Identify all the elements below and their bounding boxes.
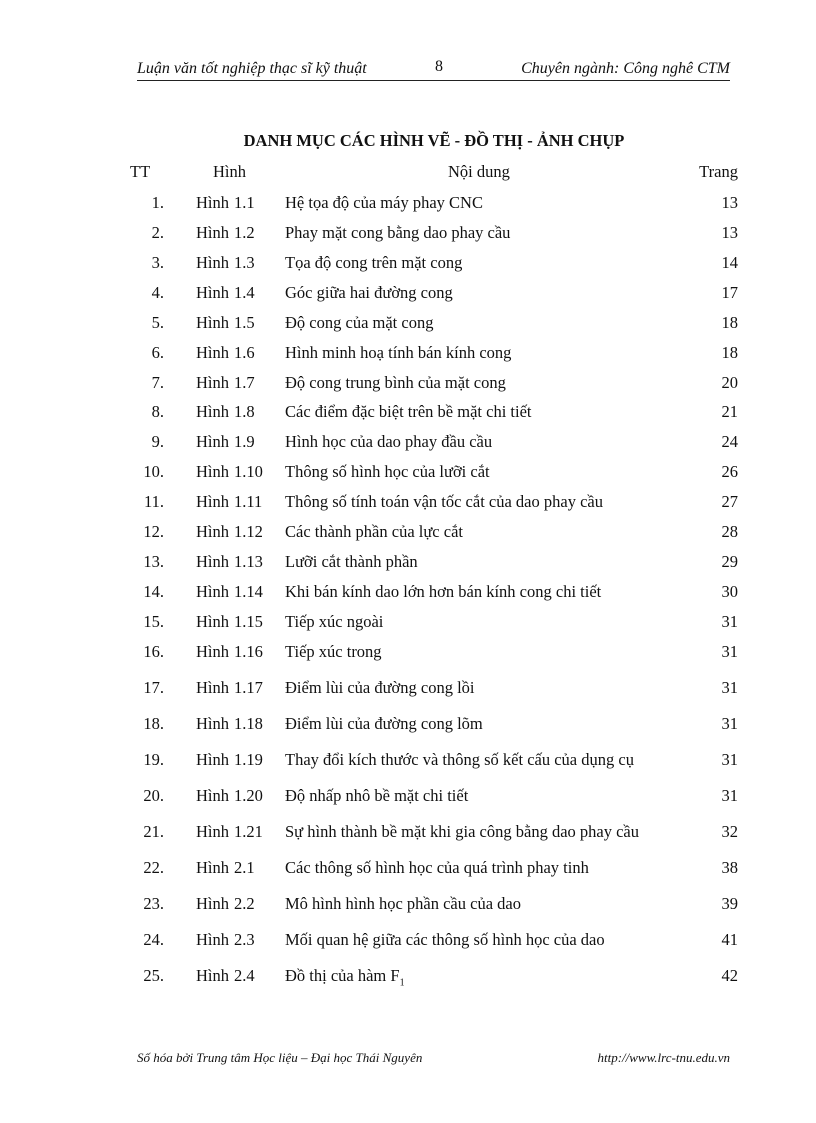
figure-description: Hình học của dao phay đầu cầu: [285, 432, 493, 451]
figure-label: Hình: [196, 822, 229, 841]
list-item: [0, 894, 816, 916]
figure-description: Điểm lùi của đường cong lõm: [285, 714, 483, 733]
figure-label: Hình: [196, 750, 229, 769]
figure-description: Tiếp xúc ngoài: [285, 612, 384, 631]
list-item: [0, 642, 816, 664]
figure-label: Hình: [196, 966, 229, 985]
page-ref: 27: [721, 492, 738, 511]
figure-number: 1.3: [234, 253, 255, 272]
figure-label: Hình: [196, 193, 229, 212]
list-item: [0, 402, 816, 424]
row-index: 24.: [143, 930, 164, 949]
figure-number: 1.11: [234, 492, 263, 511]
column-header-tt: TT: [130, 162, 151, 181]
figure-description: Độ cong trung bình của mặt cong: [285, 373, 506, 392]
list-item: [0, 492, 816, 514]
figure-label: Hình: [196, 432, 229, 451]
page-ref: 17: [721, 283, 738, 302]
figure-description: Hình minh hoạ tính bán kính cong: [285, 343, 512, 362]
figure-description: Thông số hình học của lưỡi cắt: [285, 462, 490, 481]
figure-label: Hình: [196, 462, 229, 481]
list-item: [0, 966, 816, 988]
column-header-page: Trang: [699, 162, 738, 181]
figure-label: Hình: [196, 612, 229, 631]
row-index: 5.: [151, 313, 164, 332]
list-item: [0, 522, 816, 544]
figure-label: Hình: [196, 223, 229, 242]
list-item: [0, 253, 816, 275]
subscript: 1: [399, 977, 405, 989]
page-ref: 32: [721, 822, 738, 841]
figure-description: Khi bán kính dao lớn hơn bán kính cong chi tiết: [285, 582, 602, 601]
row-index: 13.: [143, 552, 164, 571]
header-thesis-title: Luận văn tốt nghiệp thạc sĩ kỹ thuật: [137, 60, 367, 77]
figure-description: Các thông số hình học của quá trình phay tinh: [285, 858, 589, 877]
list-item: [0, 462, 816, 484]
list-item: [0, 283, 816, 305]
figure-label: Hình: [196, 492, 229, 511]
figure-number: 1.17: [234, 678, 263, 697]
row-index: 2.: [151, 223, 164, 242]
figure-number: 1.15: [234, 612, 263, 631]
figure-number: 1.9: [234, 432, 255, 451]
figure-description: Lưỡi cắt thành phần: [285, 552, 418, 571]
row-index: 25.: [143, 966, 164, 985]
figure-number: 1.10: [234, 462, 263, 481]
column-header-content: Nội dung: [448, 162, 510, 181]
row-index: 23.: [143, 894, 164, 913]
figure-label: Hình: [196, 930, 229, 949]
page-ref: 38: [721, 858, 738, 877]
figure-label: Hình: [196, 373, 229, 392]
list-item: [0, 930, 816, 952]
figure-number: 1.16: [234, 642, 263, 661]
row-index: 12.: [143, 522, 164, 541]
figure-number: 1.20: [234, 786, 263, 805]
page-number: 8: [435, 58, 443, 75]
figure-label: Hình: [196, 786, 229, 805]
header-major: Chuyên ngành: Công nghê CTM: [521, 60, 730, 77]
row-index: 19.: [143, 750, 164, 769]
figure-number: 1.7: [234, 373, 255, 392]
list-item: [0, 822, 816, 844]
page-ref: 26: [721, 462, 738, 481]
page-ref: 39: [721, 894, 738, 913]
figure-description: Hệ tọa độ của máy phay CNC: [285, 193, 483, 212]
figure-description: Các thành phần của lực cắt: [285, 522, 463, 541]
figure-description: Tiếp xúc trong: [285, 642, 382, 661]
list-item: [0, 750, 816, 772]
page-ref: 13: [721, 223, 738, 242]
page-ref: 20: [721, 373, 738, 392]
figure-number: 1.21: [234, 822, 263, 841]
row-index: 4.: [151, 283, 164, 302]
figure-number: 1.2: [234, 223, 255, 242]
page-ref: 18: [721, 313, 738, 332]
figure-number: 1.5: [234, 313, 255, 332]
row-index: 7.: [151, 373, 164, 392]
footer-digitized-by: Số hóa bởi Trung tâm Học liệu – Đại học Thái Nguyên: [137, 1050, 423, 1065]
figure-description: Tọa độ cong trên mặt cong: [285, 253, 463, 272]
figure-number: 1.8: [234, 402, 255, 421]
figure-description: Độ cong của mặt cong: [285, 313, 434, 332]
figure-number: 1.18: [234, 714, 263, 733]
row-index: 10.: [143, 462, 164, 481]
figure-label: Hình: [196, 402, 229, 421]
row-index: 18.: [143, 714, 164, 733]
page-ref: 31: [721, 612, 738, 631]
row-index: 20.: [143, 786, 164, 805]
list-item: [0, 193, 816, 215]
figure-number: 2.3: [234, 930, 255, 949]
list-item: [0, 612, 816, 634]
figure-label: Hình: [196, 714, 229, 733]
figure-number: 1.14: [234, 582, 263, 601]
list-item: [0, 223, 816, 245]
figure-number: 1.4: [234, 283, 255, 302]
page-ref: 29: [721, 552, 738, 571]
row-index: 22.: [143, 858, 164, 877]
figure-description: Phay mặt cong bằng dao phay cầu: [285, 223, 511, 242]
figure-number: 2.2: [234, 894, 255, 913]
figure-label: Hình: [196, 678, 229, 697]
figure-label: Hình: [196, 253, 229, 272]
figure-number: 1.1: [234, 193, 255, 212]
figure-label: Hình: [196, 552, 229, 571]
row-index: 14.: [143, 582, 164, 601]
figure-label: Hình: [196, 522, 229, 541]
page-ref: 31: [721, 786, 738, 805]
row-index: 6.: [151, 343, 164, 362]
figure-label: Hình: [196, 283, 229, 302]
figure-number: 1.13: [234, 552, 263, 571]
page-ref: 30: [721, 582, 738, 601]
figure-label: Hình: [196, 313, 229, 332]
figure-number: 1.6: [234, 343, 255, 362]
figure-description: Mối quan hệ giữa các thông số hình học của dao: [285, 930, 605, 949]
figure-number: 2.1: [234, 858, 255, 877]
list-item: [0, 343, 816, 365]
column-header-figure: Hình: [213, 162, 246, 181]
page-ref: 31: [721, 642, 738, 661]
page-ref: 24: [721, 432, 738, 451]
figure-label: Hình: [196, 343, 229, 362]
page-ref: 18: [721, 343, 738, 362]
figure-label: Hình: [196, 582, 229, 601]
page-ref: 14: [721, 253, 738, 272]
row-index: 8.: [151, 402, 164, 421]
figure-description: Mô hình hình học phần cầu của dao: [285, 894, 521, 913]
page-ref: 31: [721, 678, 738, 697]
figure-description: [285, 966, 405, 988]
page-header: [137, 56, 730, 81]
row-index: 17.: [143, 678, 164, 697]
footer-url: http://www.lrc-tnu.edu.vn: [597, 1050, 730, 1065]
figure-label: Hình: [196, 894, 229, 913]
figure-description: Độ nhấp nhô bề mặt chi tiết: [285, 786, 469, 805]
figure-description: Thay đổi kích thước và thông số kết cấu của dụng cụ: [285, 750, 634, 769]
figure-description: Các điểm đặc biệt trên bề mặt chi tiết: [285, 402, 532, 421]
figure-number: 1.19: [234, 750, 263, 769]
list-item: [0, 552, 816, 574]
list-item: [0, 313, 816, 335]
list-item: [0, 678, 816, 700]
figure-description: Thông số tính toán vận tốc cắt của dao phay cầu: [285, 492, 603, 511]
row-index: 1.: [151, 193, 164, 212]
list-item: [0, 432, 816, 454]
list-item: [0, 858, 816, 880]
figure-description-text: Đồ thị của hàm F: [285, 966, 400, 985]
page-ref: 31: [721, 750, 738, 769]
row-index: 16.: [143, 642, 164, 661]
figure-description: Điểm lùi của đường cong lồi: [285, 678, 475, 697]
list-item: [0, 582, 816, 604]
page-ref: 41: [721, 930, 738, 949]
row-index: 21.: [143, 822, 164, 841]
row-index: 9.: [151, 432, 164, 451]
page-ref: 28: [721, 522, 738, 541]
row-index: 11.: [143, 492, 164, 511]
figure-description: Góc giữa hai đường cong: [285, 283, 453, 302]
page-ref: 21: [721, 402, 738, 421]
list-item: [0, 786, 816, 808]
figure-label: Hình: [196, 858, 229, 877]
row-index: 15.: [143, 612, 164, 631]
list-item: [0, 373, 816, 395]
figure-number: 2.4: [234, 966, 255, 985]
page-ref: 31: [721, 714, 738, 733]
row-index: 3.: [151, 253, 164, 272]
figure-label: Hình: [196, 642, 229, 661]
figure-number: 1.12: [234, 522, 263, 541]
figure-description: Sự hình thành bề mặt khi gia công bằng dao phay cầu: [285, 822, 639, 841]
page-ref: 42: [721, 966, 738, 985]
list-item: [0, 714, 816, 736]
list-title: DANH MỤC CÁC HÌNH VẼ - ĐỒ THỊ - ẢNH CHỤP: [243, 131, 625, 150]
page-ref: 13: [721, 193, 738, 212]
